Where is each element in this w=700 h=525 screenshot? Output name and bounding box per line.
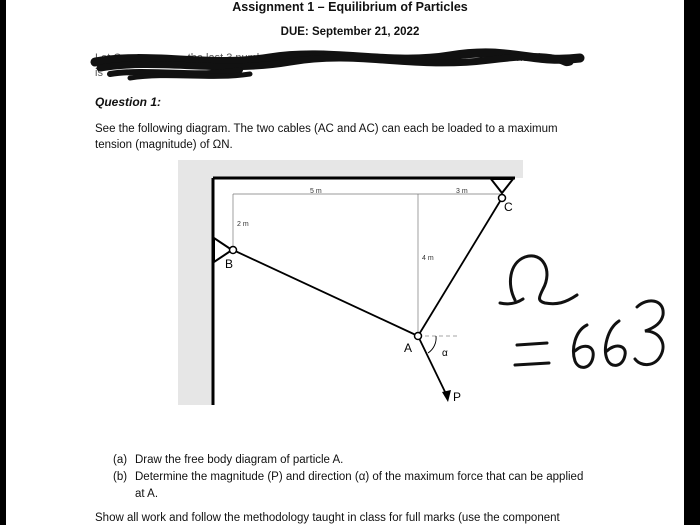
redaction-scribble bbox=[90, 48, 620, 88]
screen-edge-right bbox=[684, 0, 700, 525]
redacted-fragment-3: nt number bbox=[504, 52, 554, 64]
dim-label-5m: 5 m bbox=[310, 188, 322, 195]
part-b bbox=[113, 469, 593, 503]
part-a-label: (a) bbox=[113, 454, 128, 466]
part-b-label: (b) bbox=[113, 471, 128, 483]
due-date: DUE: September 21, 2022 bbox=[280, 26, 420, 38]
question-parts bbox=[113, 452, 593, 503]
question-intro: See the following diagram. The two cables (AC and AC) can each be loaded to a maximum tension (magnitude) of ΩN. bbox=[95, 123, 558, 151]
cable-diagram bbox=[178, 160, 523, 410]
dim-label-4m: 4 m bbox=[422, 255, 434, 262]
label-alpha: α bbox=[442, 348, 448, 359]
particle-A bbox=[415, 333, 422, 340]
redacted-fragment-1: Let Ω bbox=[95, 52, 122, 64]
part-a bbox=[113, 452, 593, 469]
part-b-text: Determine the magnitude (P) and direction (α) of the maximum force that can be applied at A. bbox=[135, 471, 584, 500]
label-P: P bbox=[453, 390, 462, 404]
dim-label-3m: 3 m bbox=[456, 188, 468, 195]
question-heading: Question 1: bbox=[95, 95, 162, 109]
label-C: C bbox=[504, 200, 513, 214]
part-a-text: Draw the free body diagram of particle A. bbox=[135, 454, 344, 466]
handwritten-omega-663 bbox=[495, 245, 675, 380]
label-A: A bbox=[404, 341, 413, 355]
redacted-fragment-2: the last 3 numbers bbox=[187, 52, 279, 64]
label-B: B bbox=[225, 257, 234, 271]
instructions-footer: Show all work and follow the methodology taught in class for full marks (use the component bbox=[95, 512, 560, 524]
redacted-fragment-4: is bbox=[95, 67, 103, 79]
dim-label-2m: 2 m bbox=[237, 221, 249, 228]
assignment-title: Assignment 1 – Equilibrium of Particles bbox=[232, 0, 468, 14]
pin-B bbox=[230, 247, 237, 254]
screen-edge-left bbox=[0, 0, 6, 525]
